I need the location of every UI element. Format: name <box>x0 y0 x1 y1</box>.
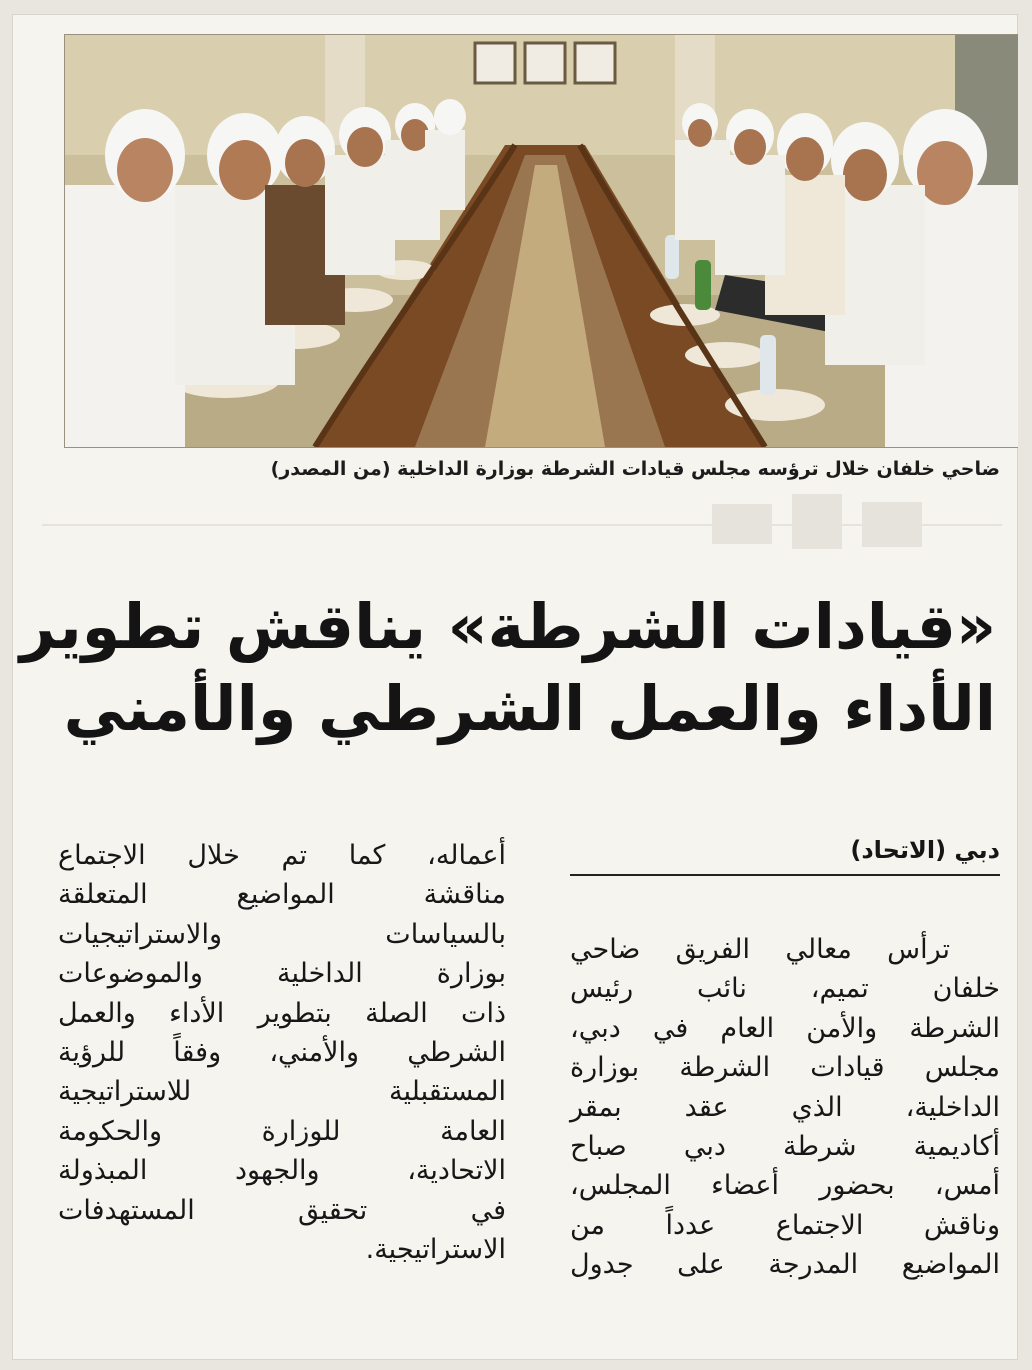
body-line: ذات الصلة بتطوير الأداء والعمل <box>58 997 506 1029</box>
body-line: بالسياسات والاستراتيجيات <box>58 918 506 950</box>
body-line: المستقبلية للاستراتيجية <box>58 1076 506 1108</box>
article-dateline: دبي (الاتحاد) <box>570 836 1000 876</box>
body-line: ترأس معالي الفريق ضاحي <box>570 934 950 965</box>
body-line: الداخلية، الذي عقد بمقر <box>570 1091 1000 1123</box>
body-line: العامة للوزارة والحكومة <box>58 1115 506 1147</box>
article-body-left-column <box>58 836 506 1269</box>
meeting-photo <box>64 34 1018 448</box>
newspaper-clipping <box>12 14 1018 1360</box>
headline-line-1: «قيادات الشرطة» يناقش تطوير <box>19 590 996 663</box>
body-line: المواضيع المدرجة على جدول <box>570 1249 1000 1281</box>
meeting-room-illustration <box>65 35 1018 447</box>
body-line: بوزارة الداخلية والموضوعات <box>58 958 506 990</box>
body-line: الاتحادية، والجهود المبذولة <box>58 1155 506 1187</box>
body-line: الاستراتيجية. <box>365 1234 506 1266</box>
body-line: مناقشة المواضيع المتعلقة <box>58 879 506 911</box>
article-headline <box>19 586 996 750</box>
body-line: في تحقيق المستهدفات <box>58 1194 506 1226</box>
body-line: أمس، بحضور أعضاء المجلس، <box>570 1170 1000 1202</box>
body-line: أعماله، كما تم خلال الاجتماع <box>58 840 506 871</box>
photo-caption: ضاحي خلفان خلال ترؤسه مجلس قيادات الشرطة بوزارة الداخلية (من المصدر) <box>270 458 1000 480</box>
body-line: مجلس قيادات الشرطة بوزارة <box>570 1052 1000 1084</box>
body-line: الشرطي والأمني، وفقاً للرؤية <box>58 1037 506 1069</box>
body-line: وناقش الاجتماع عدداً من <box>570 1209 1000 1241</box>
body-line: الشرطة والأمن العام في دبي، <box>570 1012 1000 1044</box>
body-line: أكاديمية شرطة دبي صباح <box>570 1131 1000 1163</box>
show-through-texture <box>12 484 1002 574</box>
body-line: خلفان تميم، نائب رئيس <box>570 973 1000 1005</box>
article-body-right-column <box>570 930 1000 1285</box>
headline-line-2: الأداء والعمل الشرطي والأمني <box>63 672 996 745</box>
